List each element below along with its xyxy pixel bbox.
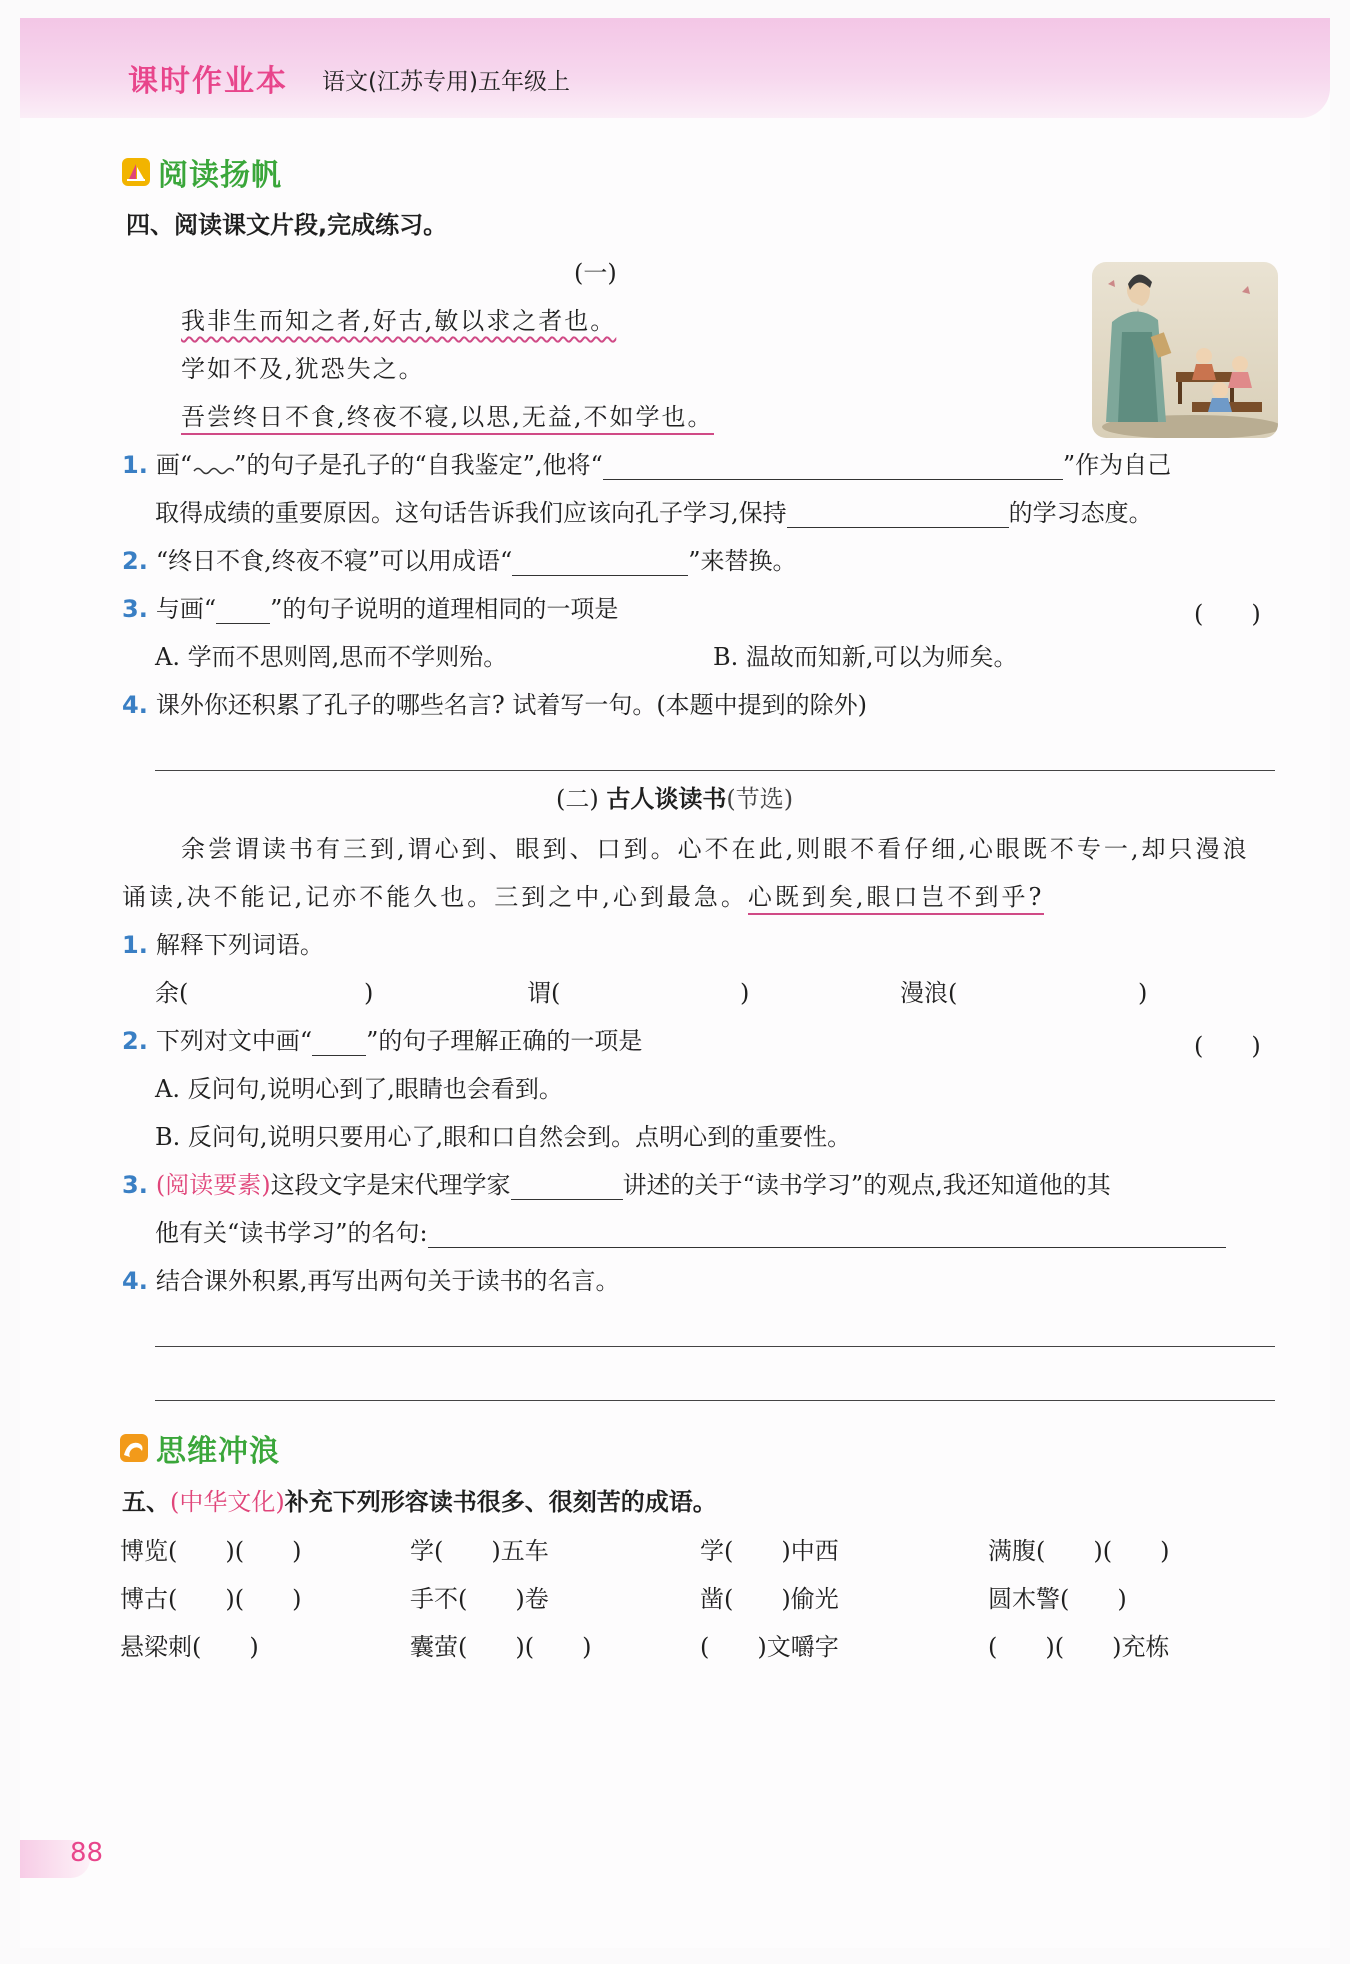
- question-number: 3.: [122, 1171, 148, 1199]
- question-text: 他有关“读书学习”的名句:: [155, 1219, 428, 1247]
- question-number: 2.: [122, 547, 148, 575]
- passage-one-line-1: [181, 306, 616, 336]
- idiom-item[interactable]: 博览( )( ): [120, 1537, 302, 1565]
- idiom-item[interactable]: 圆木警( ): [988, 1585, 1127, 1613]
- part-two-title: 古人谈读书: [606, 785, 727, 813]
- instruction-four: 四、阅读课文片段,完成练习。: [126, 211, 448, 239]
- question-number: 2.: [122, 1027, 148, 1055]
- question-2-2: [122, 1026, 642, 1056]
- wavy-line-mark: [192, 457, 234, 477]
- question-2-3: [122, 1170, 1111, 1200]
- word-label: 漫浪(: [900, 979, 958, 1007]
- answer-blank[interactable]: [512, 549, 688, 576]
- passage-two-line-2: [122, 882, 1044, 912]
- idiom-item[interactable]: 满腹( )( ): [988, 1537, 1170, 1565]
- question-text: 解释下列词语。: [155, 931, 324, 959]
- idiom-item[interactable]: 学( )五车: [410, 1537, 549, 1565]
- idiom-item[interactable]: 学( )中西: [700, 1537, 839, 1565]
- section-title: 阅读扬帆: [158, 158, 282, 193]
- word-close-paren: ): [1138, 979, 1148, 1007]
- question-2-1: [122, 930, 324, 960]
- instruction-five: [122, 1487, 717, 1517]
- part-two-note: (节选): [726, 785, 794, 813]
- answer-blank[interactable]: [511, 1173, 623, 1200]
- part-two-label: (二): [556, 785, 599, 813]
- passage-two-line-1: 余尝谓读书有三到,谓心到、眼到、口到。心不在此,则眼不看仔细,心眼既不专一,却只漫浪: [181, 835, 1250, 863]
- sail-icon: [122, 158, 150, 186]
- question-text: 画“: [155, 451, 193, 479]
- idiom-item[interactable]: 囊萤( )( ): [410, 1633, 592, 1661]
- question-text: 的学习态度。: [1008, 499, 1153, 527]
- question-2-3-line-2: [155, 1218, 1226, 1248]
- question-text: 取得成绩的重要原因。这句话告诉我们应该向孔子学习,保持: [155, 499, 787, 527]
- idiom-item[interactable]: ( )文嚼字: [700, 1633, 839, 1661]
- page-number-tab: [20, 1838, 104, 1878]
- option-a: A. 反问句,说明心到了,眼睛也会看到。: [155, 1075, 563, 1103]
- wave-icon: [120, 1434, 148, 1462]
- idiom-item[interactable]: 悬梁刺( ): [120, 1633, 259, 1661]
- line-mark: [312, 1033, 366, 1056]
- idiom-item[interactable]: 凿( )偷光: [700, 1585, 839, 1613]
- question-text: 与画“: [155, 595, 217, 623]
- question-number: 1.: [122, 451, 148, 479]
- answer-bracket[interactable]: ( ): [1194, 1032, 1261, 1060]
- reading-element-tag: (阅读要素): [155, 1171, 271, 1199]
- answer-blank[interactable]: [787, 501, 1009, 528]
- question-text: 结合课外积累,再写出两句关于读书的名言。: [155, 1267, 620, 1295]
- line-mark: [216, 601, 270, 624]
- question-text: “终日不食,终夜不寝”可以用成语“: [155, 547, 513, 575]
- idiom-item[interactable]: ( )( )充栋: [988, 1633, 1170, 1661]
- word-label: 谓(: [527, 979, 561, 1007]
- part-one-label: (一): [574, 259, 617, 287]
- word-manlang: [900, 978, 957, 1008]
- idiom-item[interactable]: 手不( )卷: [410, 1585, 549, 1613]
- underlined-sentence: 心既到矣,眼口岂不到乎?: [748, 883, 1045, 915]
- question-number: 3.: [122, 595, 148, 623]
- answer-line[interactable]: [155, 770, 1275, 771]
- passage-text: 诵读,决不能记,记亦不能久也。三到之中,心到最急。: [122, 883, 748, 911]
- question-text: 课外你还积累了孔子的哪些名言? 试着写一句。(本题中提到的除外): [155, 691, 868, 719]
- option-b: B. 温故而知新,可以为师矣。: [713, 643, 1018, 671]
- question-1-2: [122, 546, 797, 576]
- idiom-item[interactable]: 博古( )( ): [120, 1585, 302, 1613]
- question-text: ”作为自己: [1062, 451, 1172, 479]
- answer-blank[interactable]: [603, 453, 1063, 480]
- question-text: ”的句子理解正确的一项是: [366, 1027, 643, 1055]
- section-title: 思维冲浪: [156, 1434, 280, 1469]
- answer-line[interactable]: [155, 1346, 1275, 1347]
- question-text: 讲述的关于“读书学习”的观点,我还知道他的其: [622, 1171, 1111, 1199]
- word-label: 余(: [155, 979, 189, 1007]
- answer-blank[interactable]: [428, 1221, 1226, 1248]
- underlined-sentence: 吾尝终日不食,终夜不寝,以思,无益,不如学也。: [181, 403, 714, 435]
- question-number: 4.: [122, 691, 148, 719]
- option-a: A. 学而不思则罔,思而不学则殆。: [155, 643, 508, 671]
- question-number: 五、: [122, 1488, 170, 1516]
- answer-bracket[interactable]: ( ): [1194, 600, 1261, 628]
- option-b: B. 反问句,说明只要用心了,眼和口自然会到。点明心到的重要性。: [155, 1123, 852, 1151]
- question-text: 这段文字是宋代理学家: [270, 1171, 511, 1199]
- confucius-teaching-illustration: [1092, 262, 1278, 438]
- passage-one-line-2: 学如不及,犹恐失之。: [181, 355, 425, 383]
- question-1-3: [122, 594, 618, 624]
- question-text: 下列对文中画“: [155, 1027, 313, 1055]
- question-number: 1.: [122, 931, 148, 959]
- chinese-culture-tag: (中华文化): [170, 1488, 285, 1516]
- question-1-1-line-2: [155, 498, 1153, 528]
- word-close-paren: ): [740, 979, 750, 1007]
- question-1-4: [122, 690, 867, 720]
- section-thinking-heading: [120, 1426, 280, 1470]
- word-close-paren: ): [364, 979, 374, 1007]
- answer-line[interactable]: [155, 1400, 1275, 1401]
- book-subtitle: 语文(江苏专用)五年级上: [322, 69, 570, 95]
- question-text: ”来替换。: [688, 547, 797, 575]
- wavy-underlined-sentence: 我非生而知之者,好古,敏以求之者也。: [181, 307, 617, 335]
- passage-one-line-3: [181, 402, 714, 432]
- question-number: 4.: [122, 1267, 148, 1295]
- book-title: 课时作业本: [128, 64, 288, 99]
- part-two-heading: [556, 784, 793, 814]
- question-text: 补充下列形容读书很多、很刻苦的成语。: [284, 1488, 717, 1516]
- question-2-4: [122, 1266, 619, 1296]
- word-yu: [155, 978, 188, 1008]
- question-text: ”的句子是孔子的“自我鉴定”,他将“: [234, 451, 603, 479]
- question-1-1: [122, 450, 1171, 480]
- page-number: 88: [70, 1838, 104, 1868]
- question-text: ”的句子说明的道理相同的一项是: [270, 595, 619, 623]
- word-wei: [527, 978, 560, 1008]
- section-reading-heading: [122, 150, 282, 194]
